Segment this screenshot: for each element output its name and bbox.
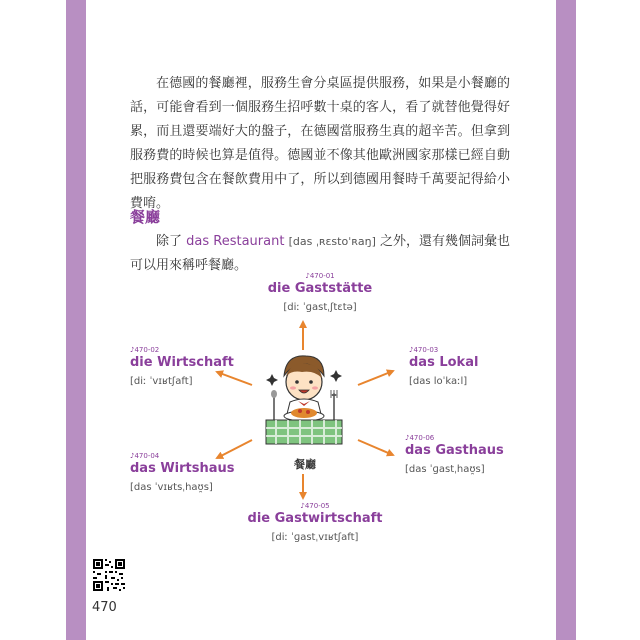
german-word: die Wirtschaft	[130, 355, 234, 370]
restaurant-phonetic: [das ˌʀɛstoˈʀaŋ]	[288, 235, 376, 248]
phonetic-transcription: [diː ˈɡastˌvɪʁtʃaft]	[271, 532, 359, 543]
arrow-right	[358, 371, 393, 385]
qr-code-icon[interactable]	[92, 558, 126, 592]
section-text-before: 除了	[156, 234, 187, 249]
audio-code[interactable]: ♪470-02	[130, 346, 160, 354]
audio-code[interactable]: ♪470-06	[405, 434, 435, 442]
word-das-lokal	[409, 346, 478, 389]
phonetic-transcription: [das ˈvɪʁtsˌhaʊ̯s]	[130, 482, 213, 493]
german-word: das Gasthaus	[405, 443, 504, 458]
restaurant-term: das Restaurant	[186, 234, 285, 249]
phonetic-transcription: [das loˈkaːl]	[409, 376, 468, 387]
diner-illustration	[262, 350, 346, 446]
page-number: 470	[92, 600, 117, 615]
phonetic-transcription: [diː ˈɡastˌʃtɛtə]	[283, 302, 357, 313]
word-die-wirtschaft	[130, 346, 234, 389]
word-die-gaststaette	[250, 272, 390, 315]
word-die-gastwirtschaft	[230, 502, 400, 545]
audio-code[interactable]: ♪470-04	[130, 452, 160, 460]
intro-paragraph: 在德國的餐廳裡，服務生會分桌區提供服務，如果是小餐廳的話，可能會看到一個服務生招呼數十桌的客人，看了就替他覺得好累，而且還要端好大的盤子，在德國當服務生真的超辛苦。但拿到服務費的時候也算是值得。德國並不像其他歐洲國家那樣已經自動把服務費包含在餐飲費用中了，所以到德國用餐時千萬要記得給小費唷。	[130, 76, 510, 211]
audio-code[interactable]: ♪470-05	[300, 502, 330, 510]
section-text-after: 之外，還有幾個詞彙也可以用來稱呼餐廳。	[130, 234, 511, 273]
german-word: die Gastwirtschaft	[247, 511, 383, 526]
audio-code[interactable]: ♪470-01	[305, 272, 335, 280]
arrow-lower-right	[358, 440, 393, 455]
phonetic-transcription: [das ˈɡastˌhaʊ̯s]	[405, 464, 485, 475]
center-label: 餐廳	[294, 458, 316, 471]
german-word: das Wirtshaus	[130, 461, 235, 476]
german-word: die Gaststätte	[267, 281, 373, 296]
word-das-gasthaus	[405, 434, 504, 477]
german-word: das Lokal	[409, 355, 479, 370]
section-heading: 餐廳	[130, 208, 161, 226]
phonetic-transcription: [diː ˈvɪʁtʃaft]	[130, 376, 193, 387]
audio-code[interactable]: ♪470-03	[409, 346, 439, 354]
word-das-wirtshaus	[130, 452, 235, 495]
